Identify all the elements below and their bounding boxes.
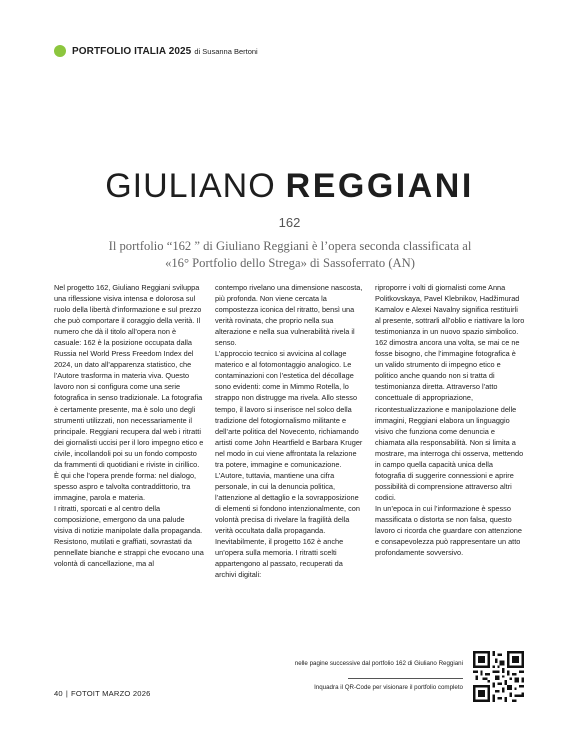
paragraph: Inevitabilmente, il progetto 162 è anche un’opera sulla memoria. I ritratti scelti appartengono al passato, recuperati da archivi digitali: bbox=[215, 537, 344, 580]
text-column-3 bbox=[375, 282, 525, 558]
paragraph: L’Autore, tuttavia, mantiene una cifra personale, in cui la denuncia politica, l’attenzione al dettaglio e la sovrapposizione di elementi si fondono intenzionalmente, con volontà precisa di rivelare la fragilità della verità occultata dalla propaganda. bbox=[215, 470, 360, 536]
rubric-byline: di Susanna Bertoni bbox=[194, 46, 258, 56]
paragraph: Nel progetto 162, Giuliano Reggiani sviluppa una riflessione visiva intensa e dolorosa sul ruolo della libertà d’informazione e sul prezzo che può comportare il coraggio della verità. Il numero che dà il titolo all’opera non è casuale: 162 è la posizione occupata dalla Russia nel World Press Freedom Index del 2024, un dato all’apparenza statistico, che l’Autore trasforma in materia viva. Questo lavoro non si configura come una serie fotografica in senso tradizionale. La fotografia è certamente presente, ma è solo uno degli strumenti utilizzati, non necessariamente il principale. Reggiani recupera dal web i ritratti dei giornalisti uccisi per il loro impegno etico e civile, incollandoli poi su un fondo composto da frammenti di quotidiani e riviste in cirillico. È qui che l’opera prende forma: nel dialogo, spesso aspro e talvolta contraddittorio, tra immagine, parola e materia. bbox=[54, 283, 204, 502]
title-last-name: REGGIANI bbox=[285, 167, 474, 205]
page-footer bbox=[54, 689, 151, 698]
qr-caption-scan: Inquadra il QR-Code per visionare il portfolio completo bbox=[314, 684, 463, 691]
footer-separator: | bbox=[65, 689, 69, 698]
paragraph: L’approccio tecnico si avvicina al collage materico e al fotomontaggio analogico. Le contaminazioni con l’estetica del décollage sono evidenti: come in Mimmo Rotella, lo strappo non distrugge ma rivela. Allo stesso tempo, il lavoro si inserisce nel solco della tradizione del fotogiornalismo militante e dell’arte politica del Novecento, richiamando artisti come John Heartfield e Barbara Kruger nel modo in cui viene affrontata la relazione tra potere, immagine e comunicazione. bbox=[215, 349, 363, 469]
qr-code-icon[interactable] bbox=[473, 651, 524, 702]
rubric-title: PORTFOLIO ITALIA 2025 bbox=[72, 45, 192, 57]
qr-caption-gallery: nelle pagine successive dal portfolio 162 di Giuliano Reggiani bbox=[294, 660, 463, 667]
rubric-dot-icon bbox=[54, 45, 66, 57]
article-intro: Il portfolio “162 ” di Giuliano Reggiani è l’opera seconda classificata al «16° Portfolio dello Strega» di Sassoferrato (AN) bbox=[108, 239, 472, 270]
paragraph: riproporre i volti di giornalisti come Anna Politkovskaya, Pavel Klebnikov, Hadžimurad Kamalov e Alexei Navalny significa restituirli al presente, sottrarli all’oblio e riattivare la loro testimonianza in un nuovo spazio simbolico. bbox=[375, 283, 525, 337]
paragraph: 162 dimostra ancora una volta, se mai ce ne fosse bisogno, che l’immagine fotografica è un valido strumento di impegno etico e politico anche quando non si tratta di testimonianza diretta. Attraverso l’atto concettuale di appropriazione, ricontestualizzazione e manipolazione delle immagini, Reggiani elabora un linguaggio visivo che funziona come denuncia e chiamata alla responsabilità. Non si limita a mostrare, ma interroga chi osserva, mettendo in campo quella capacità unica della fotografia di suggerire connessioni e aprire possibilità di comprensione attraverso altri codici. bbox=[375, 338, 524, 502]
paragraph: I ritratti, sporcati e al centro della composizione, emergono da una palude visiva di notizie manipolate dalla propaganda. Resistono, mutilati e graffiati, sovrastati da pennellate bianche e strappi che evocano una volontà di cancellazione, ma al bbox=[54, 503, 204, 569]
portfolio-number: 162 bbox=[278, 215, 301, 230]
rubric-header bbox=[54, 44, 258, 58]
text-column-2 bbox=[215, 282, 365, 580]
paragraph: In un’epoca in cui l’informazione è spesso massificata o distorta se non falsa, questo lavoro ci ricorda che guardare con attenzione e consapevolezza può rappresentare un atto profondamente sovversivo. bbox=[375, 503, 522, 558]
magazine-issue: FOTOIT MARZO 2026 bbox=[71, 689, 151, 698]
text-column-1 bbox=[54, 282, 204, 569]
article-title bbox=[0, 166, 579, 206]
title-first-name: GIULIANO bbox=[105, 167, 276, 205]
paragraph: contempo rivelano una dimensione nascosta, più profonda. Non viene cercata la compostezza iconica del ritratto, bensì una verità rovinata, che proprio nella sua alterazione e nella sua vulnerabilità rivela il senso. bbox=[215, 283, 363, 348]
page-number: 40 bbox=[54, 689, 63, 698]
qr-divider bbox=[348, 678, 463, 679]
